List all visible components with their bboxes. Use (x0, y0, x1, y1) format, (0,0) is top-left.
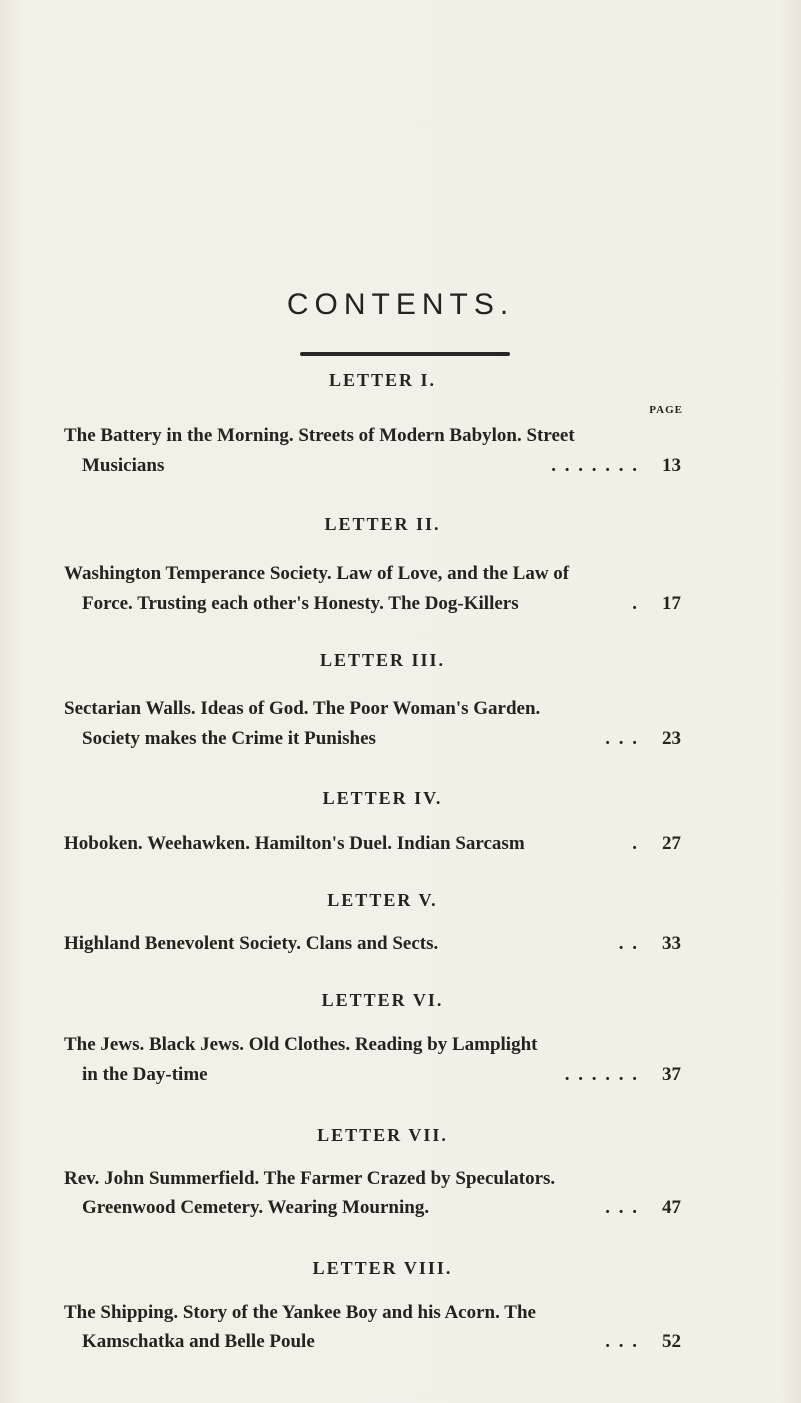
dot-leaders: . . . . . . (564, 1064, 639, 1085)
entry-line: Washington Temperance Society. Law of Love, and the Law of (64, 563, 570, 584)
entry-last-line (64, 933, 681, 955)
letter-heading: LETTER IV. (322, 788, 443, 808)
entry-line: The Jews. Black Jews. Old Clothes. Reading by Lamplight (64, 1034, 538, 1055)
entry-last-line (64, 833, 681, 855)
title-rule (300, 352, 510, 356)
page-number: 27 (662, 833, 681, 854)
letter-heading: LETTER VIII. (312, 1258, 453, 1278)
entry-text: Highland Benevolent Society. Clans and Sects. (64, 933, 439, 954)
page-number: 37 (662, 1064, 681, 1085)
entry-line: Sectarian Walls. Ideas of God. The Poor Woman's Garden. (64, 698, 541, 719)
letter-heading: LETTER VI. (321, 990, 444, 1010)
letter-heading: LETTER VII. (317, 1125, 448, 1145)
page-column-label: PAGE (649, 404, 683, 416)
dot-leaders: . (632, 833, 639, 854)
contents-title: CONTENTS. (286, 288, 515, 321)
page-number: 13 (662, 455, 681, 476)
page-number: 17 (662, 593, 681, 614)
entry-last-line (82, 593, 681, 615)
page-number: 23 (662, 728, 681, 749)
page-number: 47 (662, 1197, 681, 1218)
entry-text: Kamschatka and Belle Poule (82, 1331, 315, 1352)
letter-heading: LETTER III. (319, 650, 446, 670)
letter-heading: LETTER V. (327, 890, 438, 910)
entry-text: in the Day-time (82, 1064, 208, 1085)
page-number: 33 (662, 933, 681, 954)
dot-leaders: . . . (605, 728, 639, 749)
entry-last-line (82, 1197, 681, 1219)
dot-leaders: . . . (605, 1331, 639, 1352)
entry-last-line (82, 1331, 681, 1353)
entry-text: Greenwood Cemetery. Wearing Mourning. (82, 1197, 430, 1218)
dot-leaders: . (632, 593, 639, 614)
entry-line: Rev. John Summerfield. The Farmer Crazed by Speculators. (64, 1168, 556, 1189)
entry-text: Society makes the Crime it Punishes (82, 728, 376, 749)
letter-heading: LETTER II. (324, 514, 441, 534)
entry-last-line (82, 728, 681, 750)
entry-text: Force. Trusting each other's Honesty. The Dog-Killers (82, 593, 519, 614)
entry-last-line (82, 1064, 681, 1086)
dot-leaders: . . . (605, 1197, 639, 1218)
entry-text: Hoboken. Weehawken. Hamilton's Duel. Indian Sarcasm (64, 833, 525, 854)
page-number: 52 (662, 1331, 681, 1352)
letter-heading: LETTER I. (328, 370, 437, 390)
entry-text: Musicians (82, 455, 165, 476)
entry-last-line (82, 455, 681, 477)
entry-line: The Shipping. Story of the Yankee Boy and his Acorn. The (64, 1302, 536, 1323)
dot-leaders: . . . . . . . (551, 455, 639, 476)
entry-line: The Battery in the Morning. Streets of Modern Babylon. Street (64, 425, 575, 446)
dot-leaders: . . (618, 933, 639, 954)
